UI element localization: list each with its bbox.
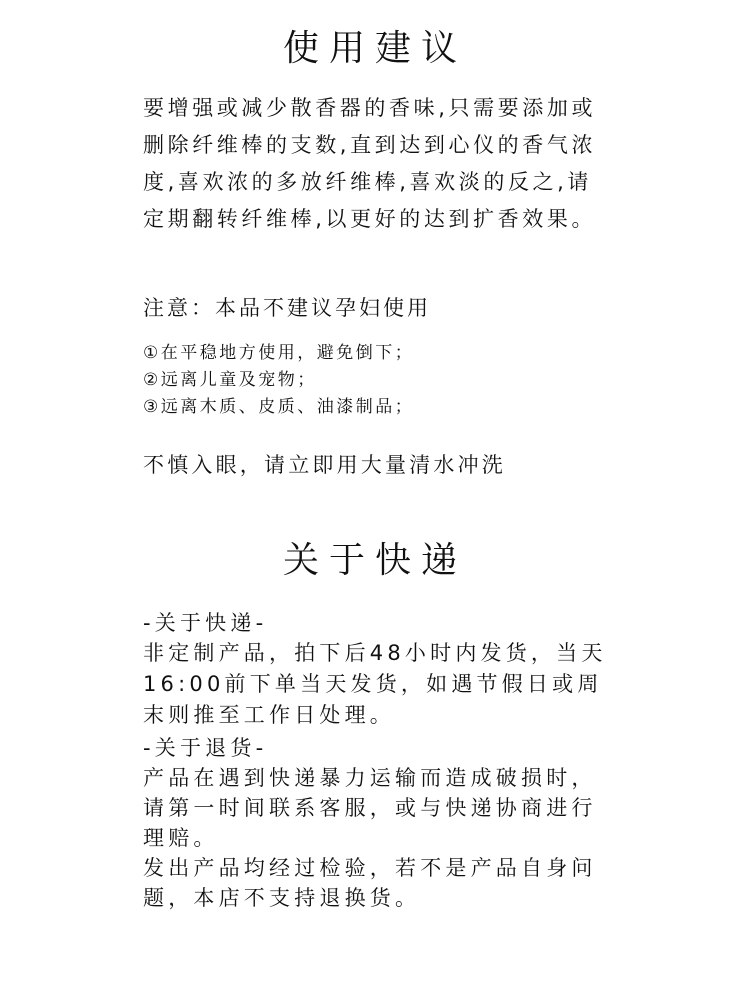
pregnancy-notice: 注意：本品不建议孕妇使用 bbox=[143, 296, 431, 320]
return-text-policy: 发出产品均经过检验，若不是产品自身问题，本店不支持退换货。 bbox=[143, 856, 597, 910]
warning-list bbox=[143, 340, 414, 421]
shipping-title: 关于快递 bbox=[282, 540, 467, 581]
warning-item: ②远离儿童及宠物； bbox=[143, 370, 317, 390]
delivery-heading: -关于快递- bbox=[143, 611, 268, 635]
eye-contact-warning: 不慎入眼，请立即用大量清水冲洗 bbox=[143, 453, 506, 477]
delivery-text: 非定制产品，拍下后48小时内发货，当天16:00前下单当天发货，如遇节假日或周末则推至工作日处理。 bbox=[143, 641, 607, 727]
return-text-damage: 产品在遇到快递暴力运输而造成破损时，请第一时间联系客服，或与快递协商进行理赔。 bbox=[143, 766, 597, 850]
warning-item: ③远离木质、皮质、油漆制品； bbox=[143, 397, 415, 417]
warning-item: ①在平稳地方使用，避免倒下； bbox=[143, 343, 415, 363]
return-heading: -关于退货- bbox=[143, 736, 268, 760]
usage-paragraph: 要增强或减少散香器的香味,只需要添加或删除纤维棒的支数,直到达到心仪的香气浓度,喜欢浓的多放纤维棒,喜欢淡的反之,请定期翻转纤维棒,以更好的达到扩香效果。 bbox=[143, 96, 597, 231]
usage-title: 使用建议 bbox=[282, 28, 467, 69]
shipping-info bbox=[143, 608, 613, 913]
